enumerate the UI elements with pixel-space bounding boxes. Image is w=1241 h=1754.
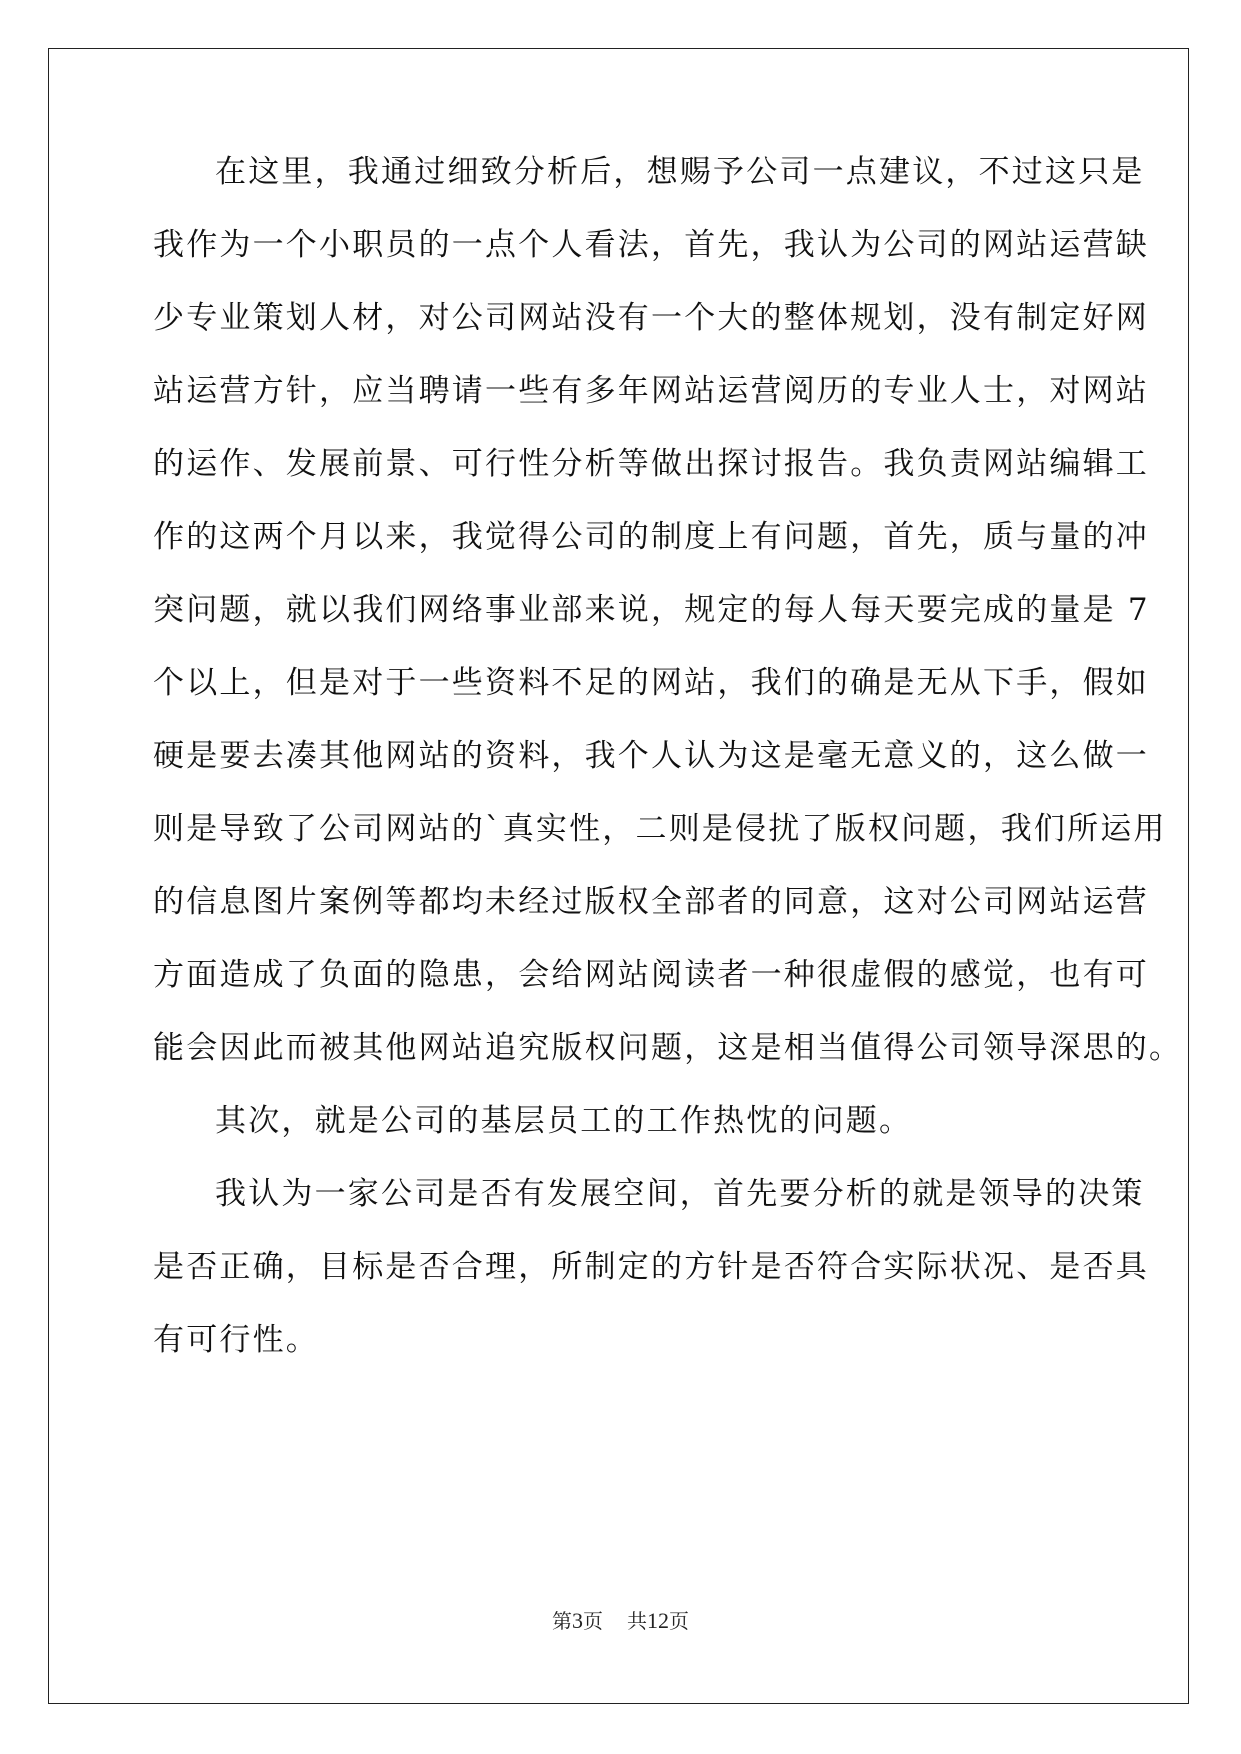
paragraph-1-line-9: 硬是要去凑其他网站的资料，我个人认为这是毫无意义的，这么做一 xyxy=(153,738,1149,774)
paragraph-1-line-10: 则是导致了公司网站的`真实性，二则是侵扰了版权问题，我们所运用 xyxy=(153,811,1167,847)
total-suffix: 页 xyxy=(669,1609,689,1633)
page-footer xyxy=(0,1608,1241,1634)
paragraph-3-line-3: 有可行性。 xyxy=(153,1322,319,1358)
paragraph-1-line-12: 方面造成了负面的隐患，会给网站阅读者一种很虚假的感觉，也有可 xyxy=(153,957,1149,993)
paragraph-1-line-13: 能会因此而被其他网站追究版权问题，这是相当值得公司领导深思的。 xyxy=(153,1030,1183,1066)
total-prefix: 共 xyxy=(627,1609,647,1633)
paragraph-1-line-3: 少专业策划人材，对公司网站没有一个大的整体规划，没有制定好网 xyxy=(153,300,1149,336)
paragraph-1-line-11: 的信息图片案例等都均未经过版权全部者的同意，这对公司网站运营 xyxy=(153,884,1149,920)
page-prefix: 第 xyxy=(552,1609,572,1633)
paragraph-1-line-2: 我作为一个小职员的一点个人看法，首先，我认为公司的网站运营缺 xyxy=(153,227,1149,263)
paragraph-1-line-1: 在这里，我通过细致分析后，想赐予公司一点建议，不过这只是 xyxy=(215,154,1145,190)
page-suffix: 页 xyxy=(583,1609,603,1633)
paragraph-1-line-8: 个以上，但是对于一些资料不足的网站，我们的确是无从下手，假如 xyxy=(153,665,1149,701)
page-border xyxy=(48,48,1189,1704)
page-number: 3 xyxy=(572,1608,583,1633)
paragraph-1-line-6: 作的这两个月以来，我觉得公司的制度上有问题，首先，质与量的冲 xyxy=(153,519,1149,555)
paragraph-1-line-5: 的运作、发展前景、可行性分析等做出探讨报告。我负责网站编辑工 xyxy=(153,446,1149,482)
paragraph-2-line-1: 其次，就是公司的基层员工的工作热忱的问题。 xyxy=(215,1103,913,1139)
paragraph-3-line-1: 我认为一家公司是否有发展空间，首先要分析的就是领导的决策 xyxy=(215,1176,1145,1212)
paragraph-1-line-4: 站运营方针，应当聘请一些有多年网站运营阅历的专业人士，对网站 xyxy=(153,373,1149,409)
paragraph-1-line-7: 突问题，就以我们网络事业部来说，规定的每人每天要完成的量是 7 xyxy=(153,592,1150,628)
total-pages: 12 xyxy=(647,1608,669,1633)
paragraph-3-line-2: 是否正确，目标是否合理，所制定的方针是否符合实际状况、是否具 xyxy=(153,1249,1149,1285)
